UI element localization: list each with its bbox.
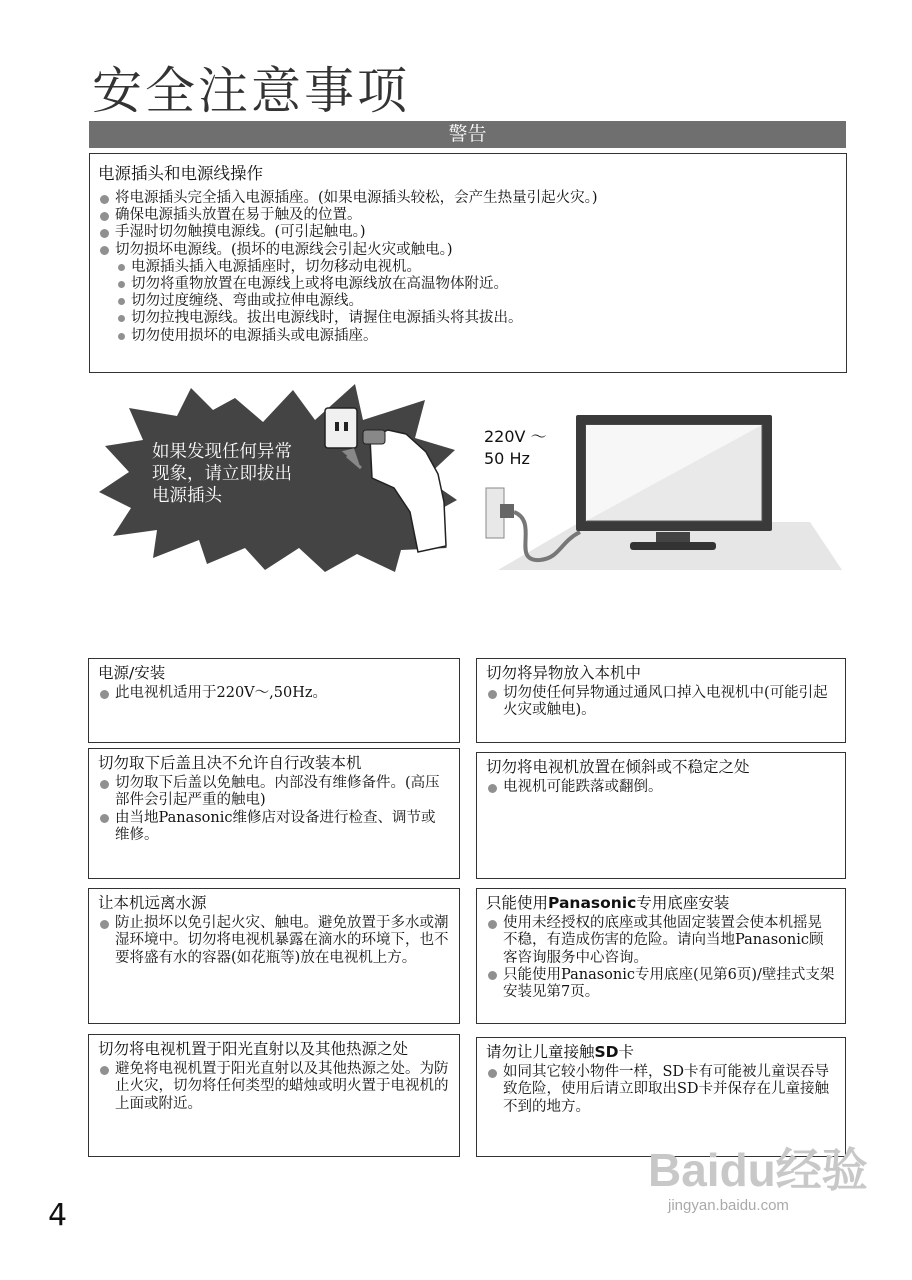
baidu-watermark: Baidu经验 bbox=[648, 1144, 868, 1196]
no-sunlight-heat-box bbox=[88, 1034, 460, 1157]
voltage-line: 220V ～ bbox=[484, 427, 547, 446]
box-heading: 让本机远离水源 bbox=[98, 894, 207, 912]
list-item: 如同其它较小物件一样，SD卡有可能被儿童误吞导致危险，使用后请立即取出SD卡并保存在儿童接触不到的地方。 bbox=[486, 1064, 835, 1116]
list-item: 确保电源插头放置在易于触及的位置。 bbox=[98, 207, 836, 224]
list-item: 切勿损坏电源线。(损坏的电源线会引起火灾或触电。) bbox=[98, 242, 836, 259]
bullet-list bbox=[98, 190, 836, 345]
sub-list-item: 切勿拉拽电源线。拔出电源线时，请握住电源插头将其拔出。 bbox=[98, 310, 836, 327]
heading-text: 请勿让儿童接触 bbox=[486, 1043, 595, 1061]
burst-line: 电源插头 bbox=[152, 486, 222, 506]
power-plug-section bbox=[89, 153, 847, 373]
keep-away-water-box bbox=[88, 888, 460, 1024]
box-heading: 切勿将电视机放置在倾斜或不稳定之处 bbox=[486, 758, 750, 776]
wall-outlet-icon bbox=[486, 488, 514, 538]
page-number: 4 bbox=[48, 1198, 68, 1233]
sub-list-item: 电源插头插入电源插座时，切勿移动电视机。 bbox=[98, 259, 836, 276]
list-item: 只能使用Panasonic专用底座(见第6页)/壁挂式支架安装见第7页。 bbox=[486, 967, 835, 1002]
television-icon bbox=[576, 415, 772, 550]
no-remove-cover-box bbox=[88, 748, 460, 879]
brand-name: Panasonic bbox=[548, 894, 637, 912]
list-item: 防止损坏以免引起火灾、触电。避免放置于多水或潮湿环境中。切勿将电视机暴露在滴水的环境下，也不要将盛有水的容器(如花瓶等)放在电视机上方。 bbox=[98, 915, 449, 967]
list-item: 电视机可能跌落或翻倒。 bbox=[486, 779, 835, 796]
box-heading bbox=[486, 894, 835, 913]
box-heading bbox=[486, 1043, 835, 1062]
list-item: 使用未经授权的底座或其他固定装置会使本机摇晃不稳，有造成伤害的危险。请向当地Panasonic顾客咨询服务中心咨询。 bbox=[486, 915, 835, 967]
sub-list-item: 切勿将重物放置在电源线上或将电源线放在高温物体附近。 bbox=[98, 276, 836, 293]
sub-list-item: 切勿过度缠绕、弯曲或拉伸电源线。 bbox=[98, 293, 836, 310]
no-foreign-objects-box bbox=[476, 658, 846, 743]
unplug-advice bbox=[152, 441, 342, 507]
heading-text: 卡 bbox=[618, 1043, 635, 1061]
box-heading: 电源/安装 bbox=[98, 664, 166, 682]
box-heading: 切勿将电视机置于阳光直射以及其他热源之处 bbox=[98, 1040, 409, 1058]
list-item: 切勿取下后盖以免触电。内部没有维修备件。(高压部件会引起严重的触电) bbox=[98, 775, 449, 810]
page-title: 安全注意事项 bbox=[92, 62, 410, 120]
list-item: 切勿使任何异物通过通风口掉入电视机中(可能引起火灾或触电)。 bbox=[486, 685, 835, 720]
burst-line: 现象，请立即拔出 bbox=[152, 464, 292, 484]
no-unstable-place-box bbox=[476, 752, 846, 879]
power-install-box bbox=[88, 658, 460, 743]
section-heading: 电源插头和电源线操作 bbox=[98, 164, 263, 183]
voltage-label bbox=[484, 426, 547, 470]
box-heading: 切勿取下后盖且决不允许自行改装本机 bbox=[98, 754, 362, 772]
heading-text: 只能使用 bbox=[486, 894, 549, 912]
list-item: 此电视机适用于220V～,50Hz。 bbox=[98, 685, 449, 702]
list-item: 由当地Panasonic维修店对设备进行检查、调节或维修。 bbox=[98, 810, 449, 845]
panasonic-stand-box bbox=[476, 888, 846, 1024]
list-item: 手湿时切勿触摸电源线。(可引起触电。) bbox=[98, 224, 836, 241]
box-heading: 切勿将异物放入本机中 bbox=[486, 664, 642, 682]
sub-list-item: 切勿使用损坏的电源插头或电源插座。 bbox=[98, 328, 836, 345]
warning-bar: 警告 bbox=[89, 121, 846, 148]
list-item: 将电源插头完全插入电源插座。(如果电源插头较松，会产生热量引起火灾。) bbox=[98, 190, 836, 207]
voltage-line: 50 Hz bbox=[484, 449, 530, 468]
sd-card-children-box bbox=[476, 1037, 846, 1157]
sd-label: SD bbox=[594, 1043, 619, 1061]
list-item: 避免将电视机置于阳光直射以及其他热源之处。为防止火灾，切勿将任何类型的蜡烛或明火置于电视机的上面或附近。 bbox=[98, 1061, 449, 1113]
heading-text: 专用底座安装 bbox=[636, 894, 730, 912]
watermark-url: jingyan.baidu.com bbox=[668, 1197, 789, 1214]
burst-line: 如果发现任何异常 bbox=[152, 442, 292, 462]
